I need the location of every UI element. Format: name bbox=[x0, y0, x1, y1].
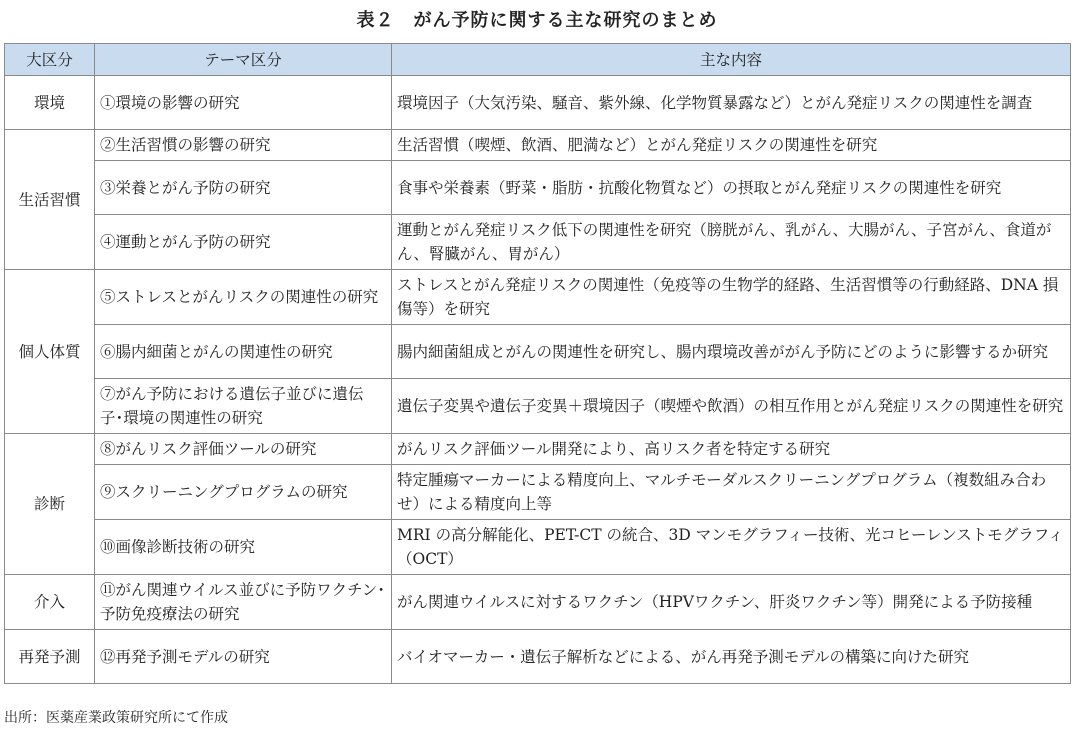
content-cell: ストレスとがん発症リスクの関連性（免疫等の生物学的経路、生活習慣等の行動経路、DNA 損傷等）を研究 bbox=[392, 270, 1071, 325]
theme-cell: ⑪がん関連ウイルス並びに予防ワクチン･予防免疫療法の研究 bbox=[95, 575, 392, 630]
category-cell: 再発予測 bbox=[5, 630, 95, 684]
category-cell: 介入 bbox=[5, 575, 95, 630]
header-theme: テーマ区分 bbox=[95, 44, 392, 76]
table-row bbox=[5, 434, 1071, 465]
table-row bbox=[5, 575, 1071, 630]
content-cell: がん関連ウイルスに対するワクチン（HPVワクチン、肝炎ワクチン等）開発による予防接種 bbox=[392, 575, 1071, 630]
table-row bbox=[5, 161, 1071, 215]
content-cell: 生活習慣（喫煙、飲酒、肥満など）とがん発症リスクの関連性を研究 bbox=[392, 130, 1071, 161]
theme-cell: ⑦がん予防における遺伝子並びに遺伝子･環境の関連性の研究 bbox=[95, 379, 392, 434]
content-cell: 環境因子（大気汚染、騒音、紫外線、化学物質暴露など）とがん発症リスクの関連性を調査 bbox=[392, 76, 1071, 130]
category-cell: 診断 bbox=[5, 434, 95, 575]
table-row bbox=[5, 465, 1071, 520]
table-row bbox=[5, 325, 1071, 379]
table-title: 表２ がん予防に関する主な研究のまとめ bbox=[356, 10, 718, 31]
header-category: 大区分 bbox=[5, 44, 95, 76]
content-cell: がんリスク評価ツール開発により、高リスク者を特定する研究 bbox=[392, 434, 1071, 465]
table-row bbox=[5, 270, 1071, 325]
table-row bbox=[5, 130, 1071, 161]
content-cell: バイオマーカー・遺伝子解析などによる、がん再発予測モデルの構築に向けた研究 bbox=[392, 630, 1071, 684]
content-cell: 腸内細菌組成とがんの関連性を研究し、腸内環境改善ががん予防にどのように影響するか研究 bbox=[392, 325, 1071, 379]
theme-cell: ③栄養とがん予防の研究 bbox=[95, 161, 392, 215]
research-summary-table bbox=[4, 43, 1071, 684]
theme-cell: ④運動とがん予防の研究 bbox=[95, 215, 392, 270]
content-cell: 運動とがん発症リスク低下の関連性を研究（膀胱がん、乳がん、大腸がん、子宮がん、食道がん、腎臓がん、胃がん） bbox=[392, 215, 1071, 270]
theme-cell: ⑥腸内細菌とがんの関連性の研究 bbox=[95, 325, 392, 379]
category-cell: 環境 bbox=[5, 76, 95, 130]
theme-cell: ⑧がんリスク評価ツールの研究 bbox=[95, 434, 392, 465]
content-cell: 食事や栄養素（野菜・脂肪・抗酸化物質など）の摂取とがん発症リスクの関連性を研究 bbox=[392, 161, 1071, 215]
theme-cell: ⑤ストレスとがんリスクの関連性の研究 bbox=[95, 270, 392, 325]
table-row bbox=[5, 520, 1071, 575]
table-row bbox=[5, 630, 1071, 684]
source-note: 出所：医薬産業政策研究所にて作成 bbox=[4, 710, 228, 726]
category-cell: 生活習慣 bbox=[5, 130, 95, 270]
table-row bbox=[5, 379, 1071, 434]
content-cell: 遺伝子変異や遺伝子変異＋環境因子（喫煙や飲酒）の相互作用とがん発症リスクの関連性を研究 bbox=[392, 379, 1071, 434]
theme-cell: ⑫再発予測モデルの研究 bbox=[95, 630, 392, 684]
theme-cell: ①環境の影響の研究 bbox=[95, 76, 392, 130]
content-cell: MRI の高分解能化、PET-CT の統合、3D マンモグラフィー技術、光コヒーレンストモグラフィ（OCT） bbox=[392, 520, 1071, 575]
table-row bbox=[5, 76, 1071, 130]
theme-cell: ②生活習慣の影響の研究 bbox=[95, 130, 392, 161]
table-row bbox=[5, 215, 1071, 270]
theme-cell: ⑩画像診断技術の研究 bbox=[95, 520, 392, 575]
content-cell: 特定腫瘍マーカーによる精度向上、マルチモーダルスクリーニングプログラム（複数組み合わせ）による精度向上等 bbox=[392, 465, 1071, 520]
header-content: 主な内容 bbox=[392, 44, 1071, 76]
category-cell: 個人体質 bbox=[5, 270, 95, 434]
theme-cell: ⑨スクリーニングプログラムの研究 bbox=[95, 465, 392, 520]
header-row bbox=[5, 44, 1071, 76]
